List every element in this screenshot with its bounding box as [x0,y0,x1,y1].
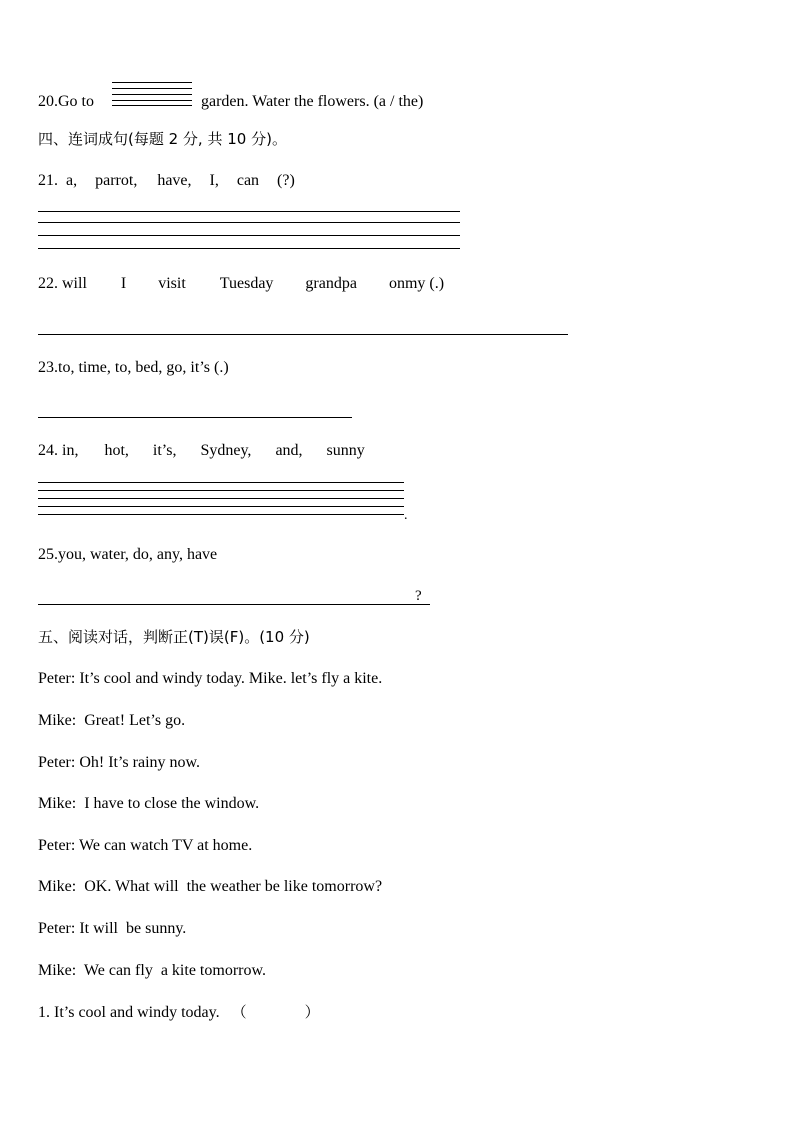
q24-answer-line[interactable] [38,490,404,491]
question-25: 25.you, water, do, any, have [38,546,218,563]
q21-word: a, [66,172,78,189]
q22-word: onmy (.) [388,275,445,292]
q22-word: grandpa [305,275,357,292]
q24-answer-line[interactable] [38,498,404,499]
answer-open-paren: （ [231,1003,247,1021]
q24-answer-line[interactable] [38,506,404,507]
q21-answer-line[interactable] [38,211,460,212]
tf-question-1-text: 1. It’s cool and windy today. [38,1004,220,1021]
q21-word: parrot, [95,172,138,189]
question-24 [38,441,365,461]
dialogue-line: Peter: It’s cool and windy today. Mike. let’s fly a kite. [38,670,383,687]
dialogue-line: Mike: OK. What will the weather be like tomorrow? [38,878,383,895]
q24-word: Sydney, [200,442,252,459]
q24-word: it’s, [152,442,177,459]
q24-answer-line[interactable] [38,482,404,483]
q20-blank-line [112,88,192,89]
q20-blank-line [112,94,192,95]
dialogue-line: Peter: Oh! It’s rainy now. [38,754,201,771]
q24-word: in, [62,442,79,459]
q20-blank-line [112,100,192,101]
dialogue-line: Peter: We can watch TV at home. [38,837,253,854]
q22-answer-line[interactable] [38,334,568,335]
question-23: 23.to, time, to, bed, go, it’s (.) [38,359,229,376]
q20-prefix: 20.Go to [38,93,94,110]
q24-answer-line[interactable] [38,514,404,515]
section-5-title: 五、阅读对话，判断正(T)误(F)。(10 分) [38,628,310,646]
q25-answer-line[interactable] [38,604,430,605]
q24-word: hot, [104,442,129,459]
q20-blank-line [112,105,192,106]
q21-word: (?) [277,172,295,189]
q21-word: I, [209,172,219,189]
q23-answer-line[interactable] [38,417,352,418]
q22-word: will [62,275,87,292]
q20-blank-line [112,82,192,83]
q24-word: and, [275,442,303,459]
q22-word: Tuesday [219,275,274,292]
q24-number: 24. [38,442,58,459]
question-21 [38,171,295,191]
dialogue-line: Mike: Great! Let’s go. [38,712,186,729]
dialogue-line: Mike: We can fly a kite tomorrow. [38,962,266,979]
q22-number: 22. [38,275,58,292]
answer-close-paren: ） [304,1003,320,1021]
q22-word: visit [158,275,186,292]
q24-word: sunny [326,442,365,459]
dialogue-line: Peter: It will be sunny. [38,920,187,937]
question-22 [38,274,444,294]
q24-end-mark: . [404,508,408,523]
dialogue-line: Mike: I have to close the window. [38,795,260,812]
question-20 [38,92,94,112]
q21-answer-line[interactable] [38,235,460,236]
q21-word: have, [157,172,192,189]
q25-end-mark: ? [415,588,422,604]
tf-question-1 [38,1002,320,1023]
q22-word: I [120,275,127,292]
q21-number: 21. [38,172,58,189]
q21-answer-line[interactable] [38,248,460,249]
section-4-title: 四、连词成句(每题 2 分, 共 10 分)。 [38,130,287,148]
q21-word: can [236,172,260,189]
q20-suffix: garden. Water the flowers. (a / the) [201,93,424,110]
q21-answer-line[interactable] [38,222,460,223]
